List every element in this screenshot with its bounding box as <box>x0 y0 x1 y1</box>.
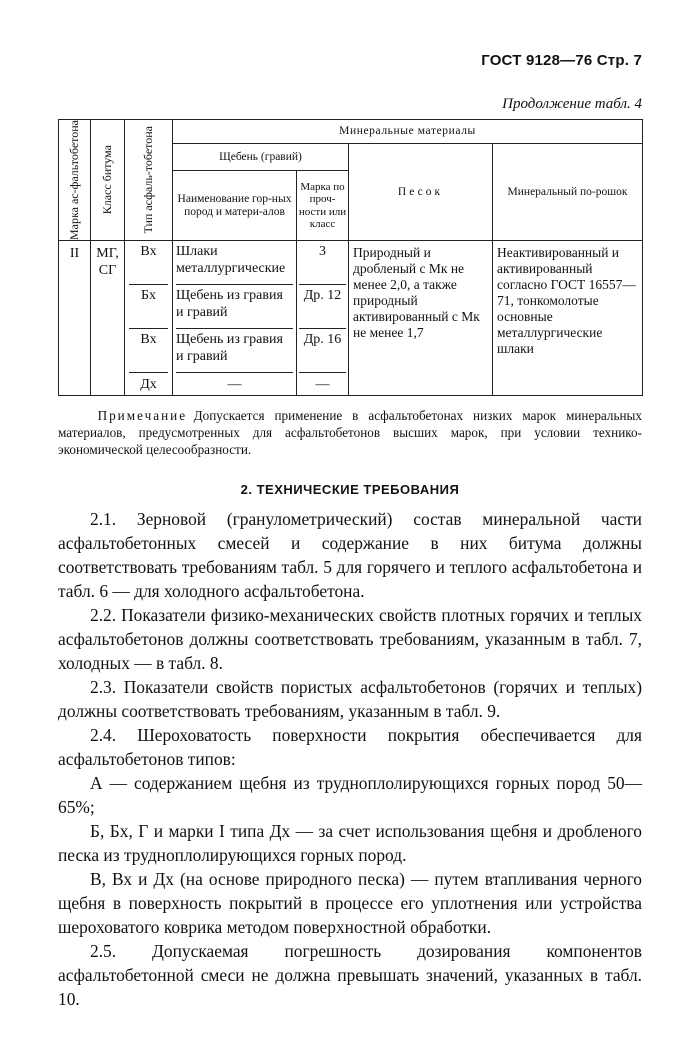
table-note <box>58 407 642 458</box>
header-mineral-powder: Минеральный по-рошок <box>493 144 643 241</box>
header-asphalt-grade: Марка ас-фальтобетона <box>59 120 91 241</box>
section-body <box>58 507 642 1011</box>
paragraph-2-5: 2.5. Допускаемая погрешность дозирования компонентов асфальтобетонной смеси не должна превышать значений, указанных в табл. 10. <box>58 941 642 1010</box>
header-sand: Песок <box>349 144 493 241</box>
gost-page-number: ГОСТ 9128—76 Стр. 7 <box>481 52 642 69</box>
paragraph-2-1: 2.1. Зерновой (гранулометрический) состав минеральной части асфальтобетонных смесей и содержание в них битума должны соответствовать требованиям табл. 5 для горячего и теплого асфальтобетона и табл. 6 — для холодного асфальтобетона. <box>58 509 642 602</box>
row-strength-cell <box>297 241 349 396</box>
type-vx-2: Вх <box>129 329 168 373</box>
strength-4: — <box>315 377 330 393</box>
rock-name-2: Щебень из гравия и гравий <box>176 285 293 329</box>
paragraph-2-4: 2.4. Шероховатость поверхности покрытия обеспечивается для асфальтобетонов типов: <box>58 725 642 770</box>
note-label: Примечание <box>97 408 188 423</box>
section-title: 2. ТЕХНИЧЕСКИЕ ТРЕБОВАНИЯ <box>240 482 460 497</box>
header-strength-grade: Марка по проч-ности или класс <box>297 171 349 241</box>
header-asphalt-type: Тип асфаль-тобетона <box>125 120 173 241</box>
strength-1: 3 <box>299 241 346 285</box>
row-type-cell <box>125 241 173 396</box>
header-crushed-stone: Щебень (гравий) <box>173 144 349 171</box>
paragraph-type-v: В, Вх и Дх (на основе природного песка) — путем втапливания черного щебня в поверхность покрытий в процессе его уплотнения или устройства шероховатого коврика методом поверхностной обработки. <box>58 869 642 938</box>
note-text: Допускается применение в асфальтобетонах низких марок минеральных материалов, предусмотренных для асфальтобетонов высших марок, при условии технико-экономической целесообразности. <box>58 408 642 458</box>
table-continuation-label: Продолжение табл. 4 <box>502 96 642 112</box>
strength-3: Др. 16 <box>299 329 346 373</box>
paragraph-type-a: А — содержанием щебня из трудноплолирующихся горных пород 50—65%; <box>58 773 642 818</box>
paragraph-type-b: Б, Бх, Г и марки I типа Дх — за счет использования щебня и дробленого песка из трудноплолирующихся горных пород. <box>58 821 642 866</box>
header-rock-name: Наименование гор-ных пород и матери-алов <box>173 171 297 241</box>
header-mineral-materials: Минеральные материалы <box>173 120 643 144</box>
type-bx: Бх <box>129 285 168 329</box>
row-sand: Природный и дробленый с Мк не менее 2,0, а также природный активированный с Мк не менее 1,7 <box>349 241 493 396</box>
table-4 <box>58 119 643 396</box>
rock-name-4: — <box>227 377 242 393</box>
row-mineral-powder: Неактивированный и активированный согласно ГОСТ 16557—71, тонкомолотые основные металлургические шлаки <box>493 241 643 396</box>
page-header <box>0 42 700 72</box>
row-bitumen-class: МГ, СГ <box>91 241 125 396</box>
type-dx: Дх <box>140 377 157 393</box>
type-vx-1: Вх <box>129 241 168 285</box>
row-grade: II <box>59 241 91 396</box>
header-bitumen-class: Класс битума <box>91 120 125 241</box>
paragraph-2-2: 2.2. Показатели физико-механических свойств плотных горячих и теплых асфальтобетонов должны соответствовать требованиям, указанным в табл. 7, холодных — в табл. 8. <box>58 605 642 674</box>
paragraph-2-3: 2.3. Показатели свойств пористых асфальтобетонов (горячих и теплых) должны соответствовать требованиям, указанным в табл. 9. <box>58 677 642 722</box>
rock-name-3: Щебень из гравия и гравий <box>176 329 293 373</box>
rock-name-1: Шлаки металлургические <box>176 241 293 285</box>
strength-2: Др. 12 <box>299 285 346 329</box>
row-rock-name-cell <box>173 241 297 396</box>
